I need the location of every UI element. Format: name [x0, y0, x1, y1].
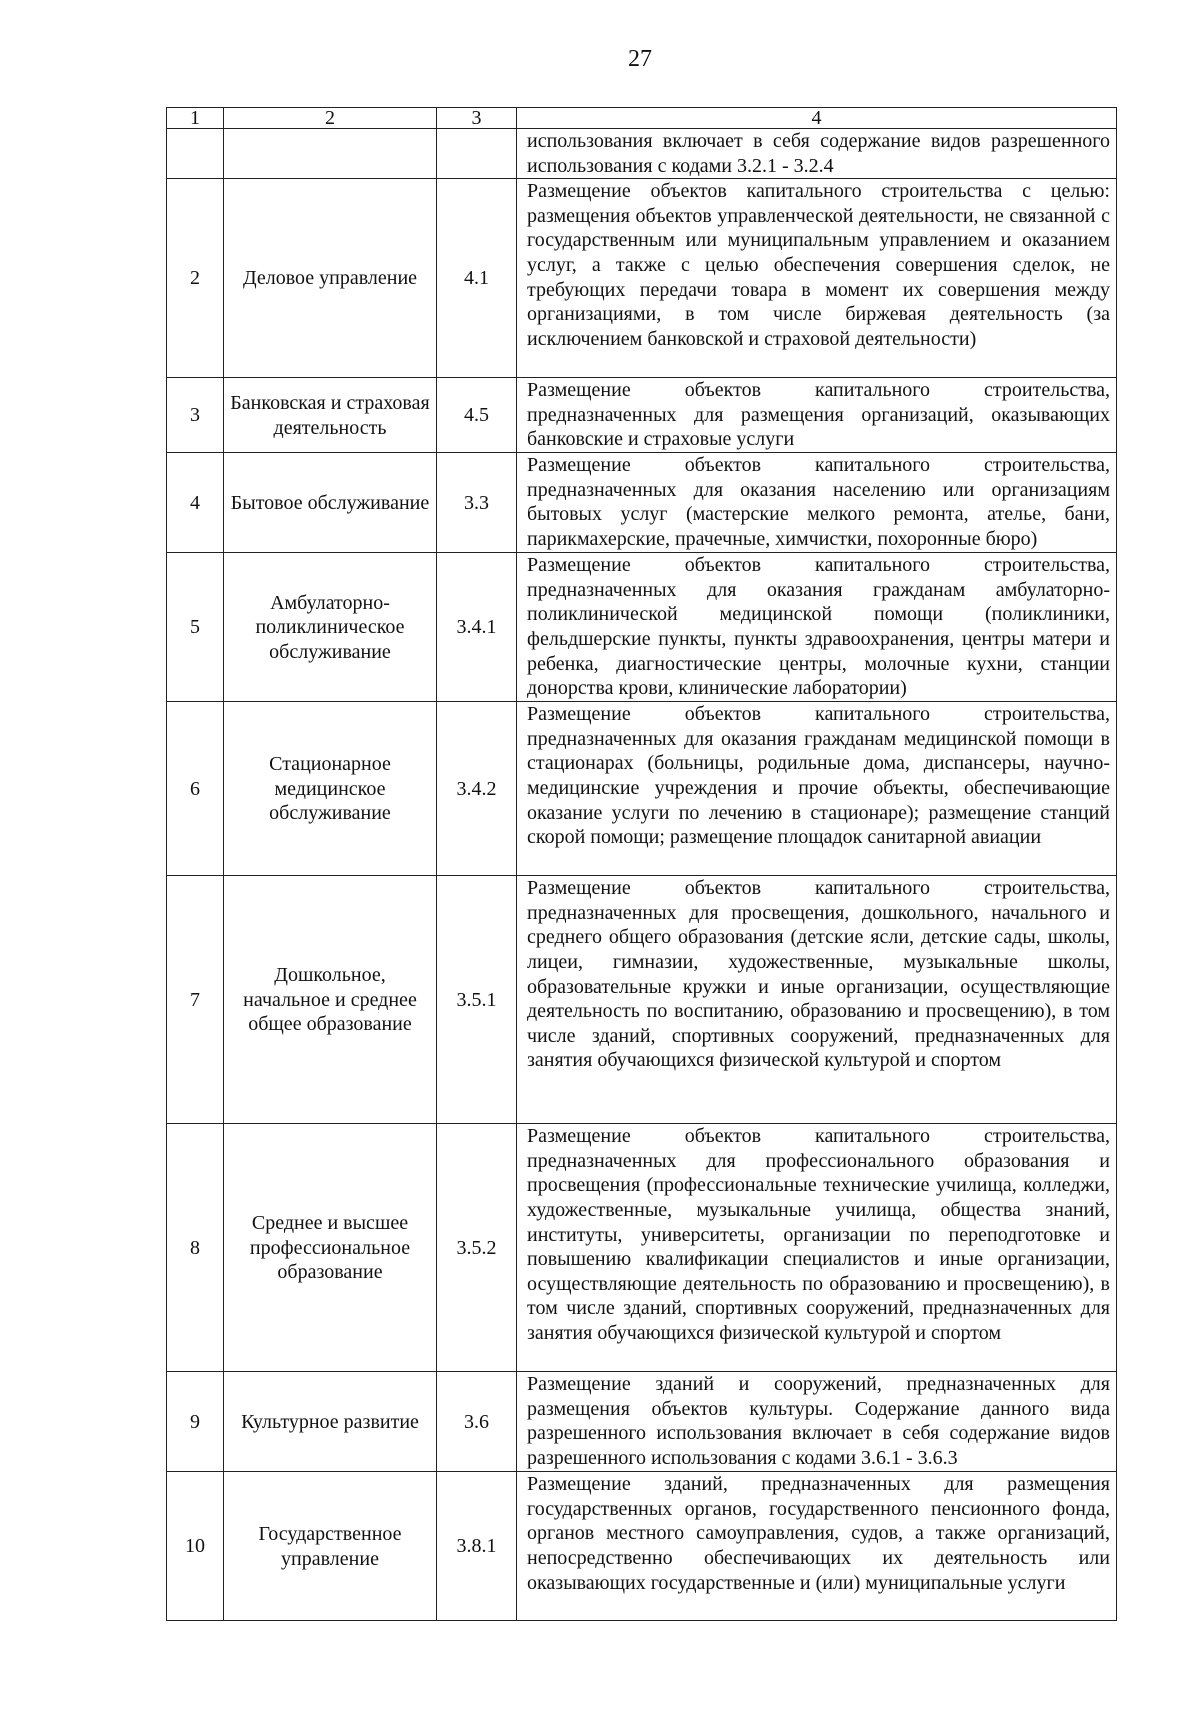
use-type-name: Банковская и страховая деятельность [224, 378, 437, 453]
row-number: 3 [167, 378, 224, 453]
header-cell: 2 [224, 108, 437, 129]
table-row [167, 179, 1117, 378]
table-row [167, 378, 1117, 453]
row-number: 9 [167, 1372, 224, 1472]
use-type-code: 3.4.1 [437, 553, 517, 702]
table-row [167, 553, 1117, 702]
use-type-name: Среднее и высшее профессиональное образование [224, 1124, 437, 1372]
use-type-name: Стационарное медицинское обслуживание [224, 702, 437, 876]
use-type-description: Размещение зданий, предназначенных для размещения государственных органов, государственного пенсионного фонда, органов местного самоуправления, судов, а также организаций, непосредственно обеспечивающих их деятельность или оказывающих государственные и (или) муниципальные услуги [517, 1472, 1117, 1621]
use-type-code: 3.5.1 [437, 876, 517, 1124]
table-row [167, 876, 1117, 1124]
row-number: 7 [167, 876, 224, 1124]
row-number: 8 [167, 1124, 224, 1372]
land-use-table [166, 107, 1117, 1621]
use-type-description: Размещение объектов капитального строительства, предназначенных для профессионального образования и просвещения (профессиональные технические училища, колледжи, художественные, музыкальные училища, общества знаний, институты, университеты, организации по переподготовке и повышению квалификации специалистов и иные организации, осуществляющие деятельность по образованию и просвещению), в том числе зданий, спортивных сооружений, предназначенных для занятия обучающихся физической культурой и спортом [517, 1124, 1117, 1372]
use-type-code: 4.1 [437, 179, 517, 378]
use-type-description: Размещение объектов капитального строительства, предназначенных для оказания гражданам медицинской помощи в стационарах (больницы, родильные дома, диспансеры, научно-медицинские учреждения и прочие объекты, обеспечивающие оказание услуги по лечению в стационаре); размещение станций скорой помощи; размещение площадок санитарной авиации [517, 702, 1117, 876]
table-header-row [167, 108, 1117, 129]
table-row [167, 702, 1117, 876]
use-type-description: Размещение объектов капитального строительства, предназначенных для оказания населению или организациям бытовых услуг (мастерские мелкого ремонта, ателье, бани, парикмахерские, прачечные, химчистки, похоронные бюро) [517, 453, 1117, 553]
table-row [167, 129, 1117, 179]
table-row [167, 453, 1117, 553]
header-cell: 3 [437, 108, 517, 129]
use-type-name: Бытовое обслуживание [224, 453, 437, 553]
row-number: 6 [167, 702, 224, 876]
use-type-name: Культурное развитие [224, 1372, 437, 1472]
row-number: 4 [167, 453, 224, 553]
use-type-code: 3.3 [437, 453, 517, 553]
header-cell: 4 [517, 108, 1117, 129]
use-type-code: 3.8.1 [437, 1472, 517, 1621]
use-type-code: 3.5.2 [437, 1124, 517, 1372]
use-type-code: 4.5 [437, 378, 517, 453]
page-number: 27 [628, 46, 652, 72]
header-cell: 1 [167, 108, 224, 129]
use-type-code [437, 129, 517, 179]
use-type-description: Размещение объектов капитального строительства, предназначенных для просвещения, дошкольного, начального и среднего общего образования (детские ясли, детские сады, школы, лицеи, гимназии, художественные, музыкальные школы, образовательные кружки и иные организации, осуществляющие деятельность по воспитанию, образованию и просвещению), в том числе зданий, спортивных сооружений, предназначенных для занятия обучающихся физической культурой и спортом [517, 876, 1117, 1124]
row-number [167, 129, 224, 179]
use-type-name: Амбулаторно-поликлиническое обслуживание [224, 553, 437, 702]
use-type-name [224, 129, 437, 179]
row-number: 10 [167, 1472, 224, 1621]
use-type-description: Размещение объектов капитального строительства, предназначенных для размещения организаций, оказывающих банковские и страховые услуги [517, 378, 1117, 453]
use-type-name: Деловое управление [224, 179, 437, 378]
use-type-description: Размещение зданий и сооружений, предназначенных для размещения объектов культуры. Содержание данного вида разрешенного использования включает в себя содержание видов разрешенного использования с кодами 3.6.1 - 3.6.3 [517, 1372, 1117, 1472]
table-row [167, 1372, 1117, 1472]
use-type-name: Государственное управление [224, 1472, 437, 1621]
use-type-code: 3.4.2 [437, 702, 517, 876]
table-row [167, 1472, 1117, 1621]
use-type-code: 3.6 [437, 1372, 517, 1472]
use-type-description: Размещение объектов капитального строительства с целью: размещения объектов управленческой деятельности, не связанной с государственным или муниципальным управлением и оказанием услуг, а также с целью обеспечения совершения сделок, не требующих передачи товара в момент их совершения между организациями, в том числе биржевая деятельность (за исключением банковской и страховой деятельности) [517, 179, 1117, 378]
row-number: 2 [167, 179, 224, 378]
table-row [167, 1124, 1117, 1372]
use-type-description: использования включает в себя содержание видов разрешенного использования с кодами 3.2.1 - 3.2.4 [517, 129, 1117, 179]
use-type-name: Дошкольное, начальное и среднее общее образование [224, 876, 437, 1124]
use-type-description: Размещение объектов капитального строительства, предназначенных для оказания гражданам амбулаторно-поликлинической медицинской помощи (поликлиники, фельдшерские пункты, пункты здравоохранения, центры матери и ребенка, диагностические центры, молочные кухни, станции донорства крови, клинические лаборатории) [517, 553, 1117, 702]
row-number: 5 [167, 553, 224, 702]
